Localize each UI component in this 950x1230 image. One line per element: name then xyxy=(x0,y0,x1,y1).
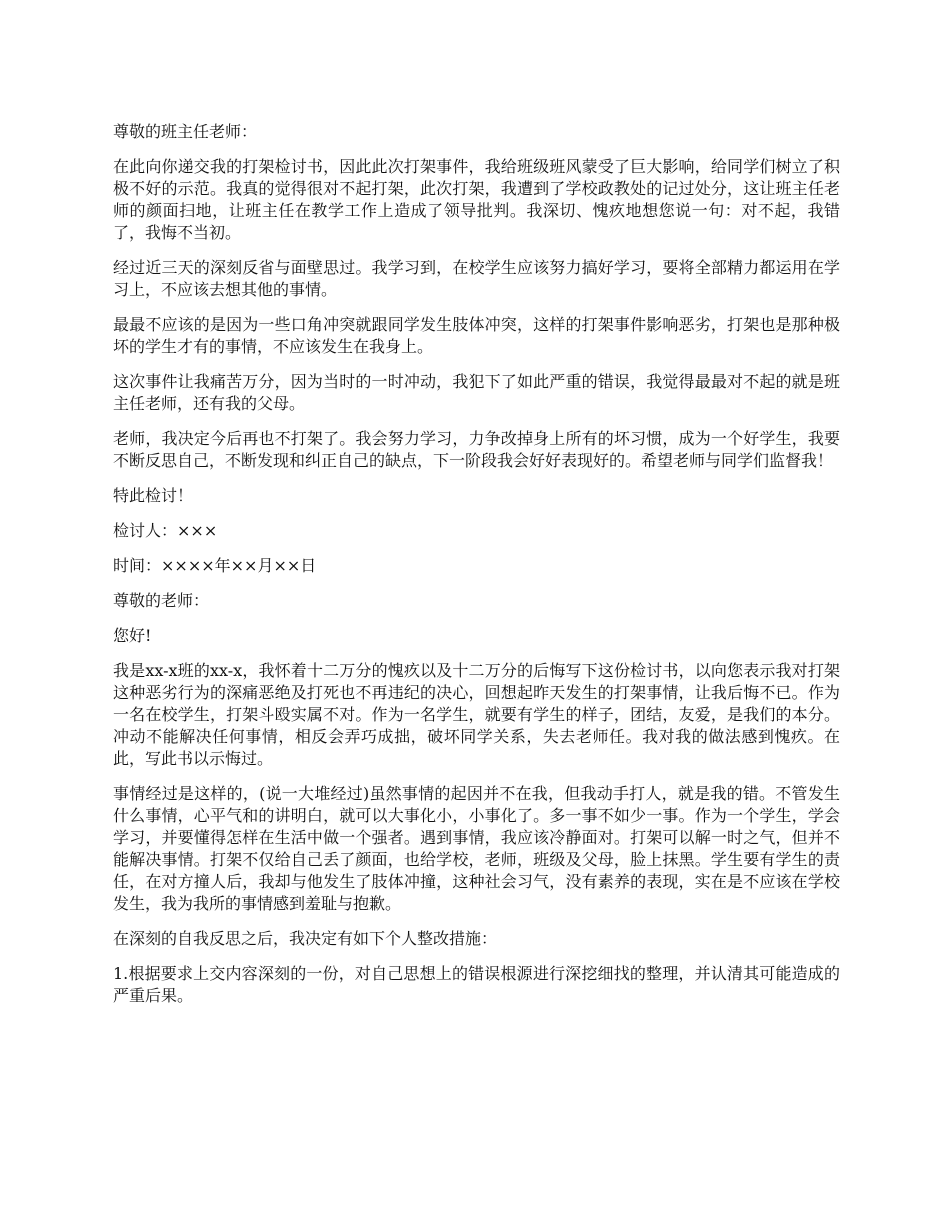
paragraph-regret: 这次事件让我痛苦万分，因为当时的一时冲动，我犯下了如此严重的错误，我觉得最最对不起的就是班主任老师，还有我的父母。 xyxy=(113,372,840,413)
paragraph-reflection: 经过近三天的深刻反省与面壁思过。我学习到，在校学生应该努力搞好学习，要将全部精力都运用在学习上，不应该去想其他的事情。 xyxy=(113,258,840,299)
paragraph-apology-intro: 在此向你递交我的打架检讨书，因此此次打架事件，我给班级班风蒙受了巨大影响，给同学们树立了积极不好的示范。我真的觉得很对不起打架，此次打架，我遭到了学校政教处的记过处分，这让班主任老师的颜面扫地，让班主任在教学工作上造成了领导批判。我深切、愧疚地想您说一句：对不起，我错了，我悔不当初。 xyxy=(113,157,840,242)
document-page xyxy=(113,121,840,1020)
signature-line: 检讨人：××× xyxy=(113,521,218,540)
greeting: 您好! xyxy=(113,626,152,645)
salutation-teacher: 尊敬的老师： xyxy=(113,591,210,610)
salutation-head-teacher: 尊敬的班主任老师： xyxy=(113,122,258,141)
list-item-measure-1: 1.根据要求上交内容深刻的一份，对自己思想上的错误根源进行深挖细找的整理，并认清其可能造成的严重后果。 xyxy=(113,964,840,1005)
closing-statement: 特此检讨！ xyxy=(113,486,194,505)
paragraph-incident-details: 事情经过是这样的，(说一大堆经过)虽然事情的起因并不在我，但我动手打人，就是我的错。不管发生什么事情，心平气和的讲明白，就可以大事化小，小事化了。多一事不如少一事。作为一个学生，学会学习，并要懂得怎样在生活中做一个强者。遇到事情，我应该冷静面对。打架可以解一时之气，但并不能解决事情。打架不仅给自己丢了颜面，也给学校，老师，班级及父母，脸上抹黑。学生要有学生的责任，在对方撞人后，我却与他发生了肢体冲撞，这种社会习气，没有素养的表现，实在是不应该在学校发生，我为我所的事情感到羞耻与抱歉。 xyxy=(113,784,840,913)
paragraph-second-intro: 我是xx-x班的xx-x，我怀着十二万分的愧疚以及十二万分的后悔写下这份检讨书，以向您表示我对打架这种恶劣行为的深痛恶绝及打死也不再违纪的决心，回想起昨天发生的打架事情，让我后悔不已。作为一名在校学生，打架斗殴实属不对。作为一名学生，就要有学生的样子，团结，友爱，是我们的本分。冲动不能解决任何事情，相反会弄巧成拙，破坏同学关系，失去老师任。我对我的做法感到愧疚。在此，写此书以示悔过。 xyxy=(113,661,840,768)
paragraph-measures-intro: 在深刻的自我反思之后，我决定有如下个人整改措施： xyxy=(113,929,498,948)
paragraph-conflict: 最最不应该的是因为一些口角冲突就跟同学发生肢体冲突，这样的打架事件影响恶劣，打架也是那种极坏的学生才有的事情，不应该发生在我身上。 xyxy=(113,315,840,356)
paragraph-resolution: 老师，我决定今后再也不打架了。我会努力学习，力争改掉身上所有的坏习惯，成为一个好学生，我要不断反思自己，不断发现和纠正自己的缺点，下一阶段我会好好表现好的。希望老师与同学们监督我！ xyxy=(113,429,840,470)
date-line: 时间：××××年××月××日 xyxy=(113,556,317,575)
